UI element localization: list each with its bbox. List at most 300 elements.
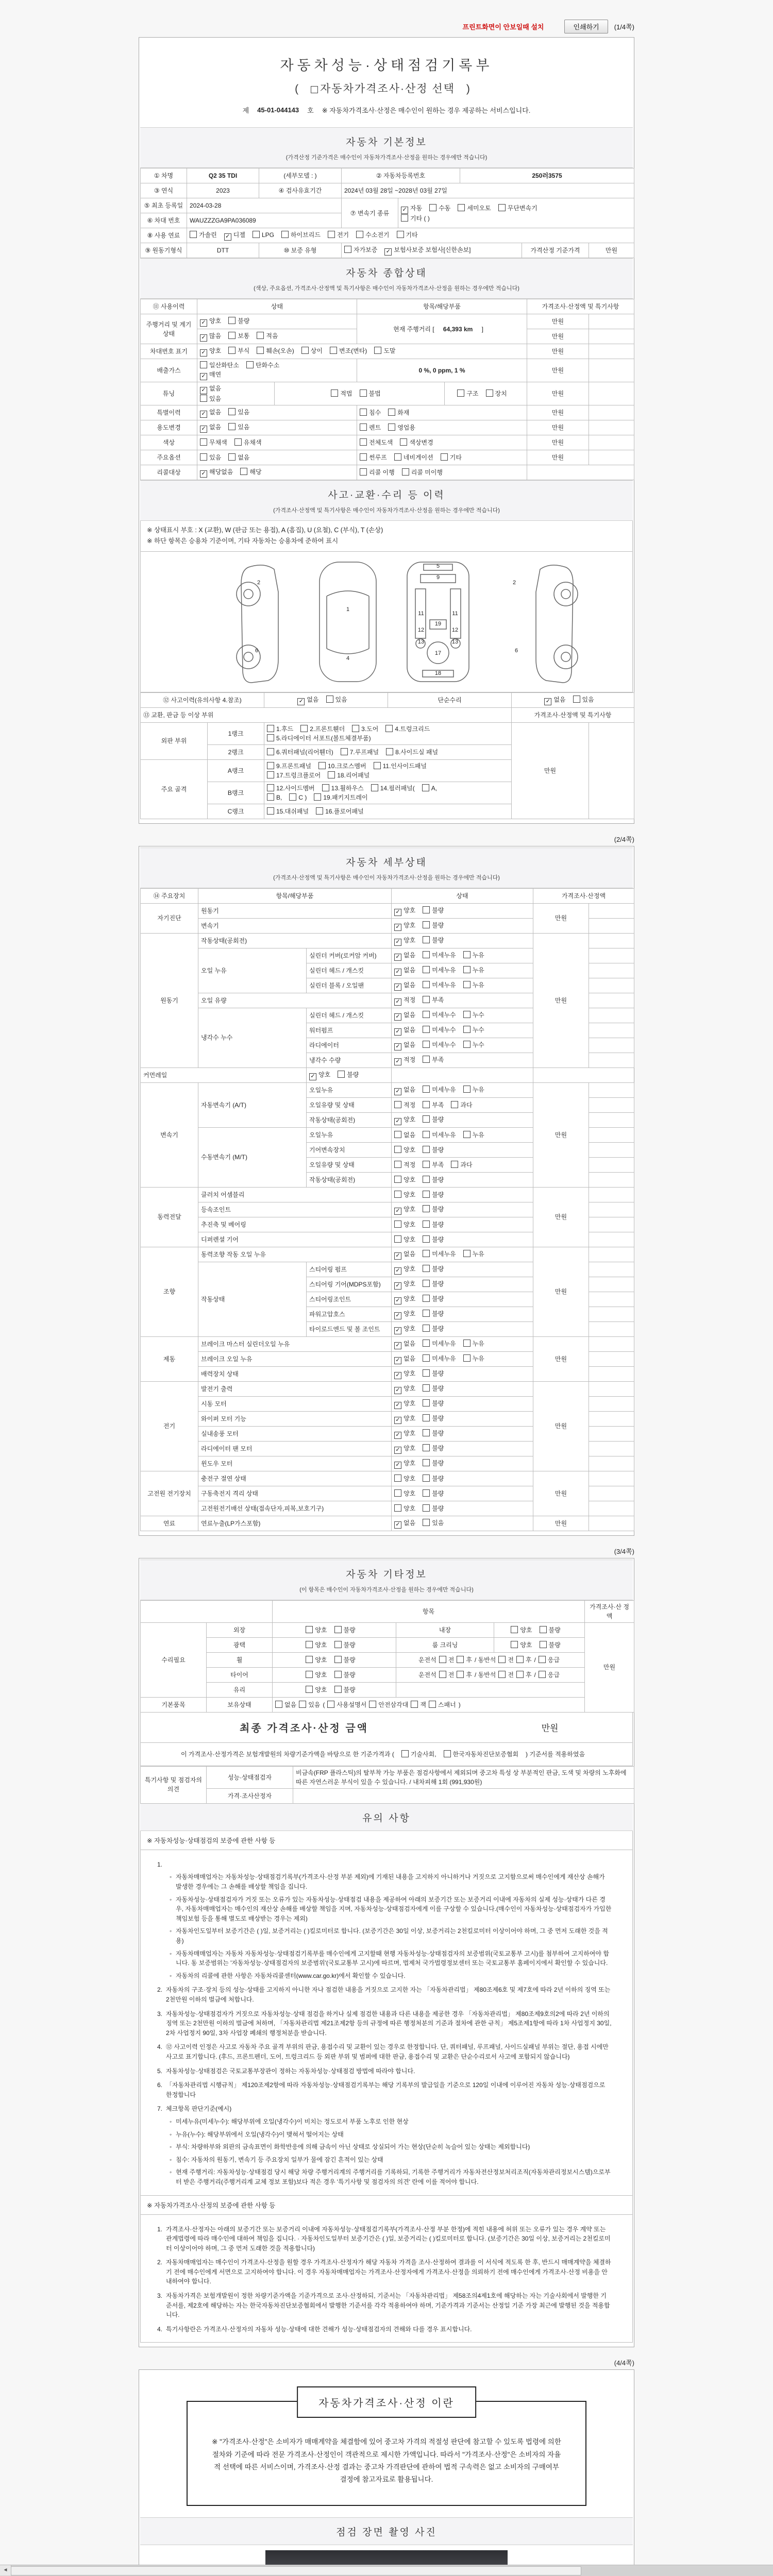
check-option: 8.사이드실 패널 xyxy=(386,749,438,756)
checkbox[interactable] xyxy=(200,470,207,478)
checkbox[interactable] xyxy=(394,1267,401,1275)
checkbox[interactable] xyxy=(423,951,430,958)
checkbox[interactable] xyxy=(498,204,506,211)
checkbox[interactable] xyxy=(394,1327,401,1334)
table-cell: ③ 연식 xyxy=(141,183,187,198)
check-option: ✓없음 xyxy=(200,385,221,392)
checkbox[interactable] xyxy=(441,453,448,461)
checkbox[interactable] xyxy=(267,734,274,741)
checkbox[interactable] xyxy=(423,1221,430,1228)
checkbox[interactable] xyxy=(326,696,333,703)
check-option: 양호 xyxy=(511,1626,532,1634)
checkbox[interactable] xyxy=(423,1369,430,1377)
text: 운전석 xyxy=(418,1671,436,1679)
checkbox[interactable] xyxy=(423,1354,430,1362)
checkbox[interactable] xyxy=(289,793,296,801)
checkbox[interactable] xyxy=(300,725,308,732)
checkbox[interactable] xyxy=(267,771,274,778)
checkbox[interactable] xyxy=(190,231,197,238)
check-option: 적음 xyxy=(257,332,278,340)
checkbox[interactable] xyxy=(423,1265,430,1272)
checkbox[interactable] xyxy=(401,207,408,214)
checkbox[interactable] xyxy=(463,1340,470,1347)
checkbox[interactable] xyxy=(200,453,207,461)
check-option: 누유 xyxy=(463,952,484,959)
checkbox[interactable] xyxy=(360,423,367,431)
table-cell: 만원 xyxy=(527,450,589,465)
checkbox[interactable] xyxy=(306,1626,313,1633)
checkbox[interactable] xyxy=(394,984,401,991)
check-option: ✓ 적정 xyxy=(394,1056,415,1063)
checkbox[interactable] xyxy=(297,698,305,705)
checkbox[interactable] xyxy=(423,1131,430,1138)
install-print-helper-link[interactable]: 프린트화면이 안보일때 설치 xyxy=(462,23,544,31)
checkbox[interactable] xyxy=(394,1221,401,1228)
checkbox[interactable] xyxy=(463,1086,470,1093)
notice-bullet-list xyxy=(154,2117,612,2187)
table-cell xyxy=(392,1486,533,1501)
checkbox[interactable] xyxy=(318,762,326,769)
checkbox[interactable] xyxy=(423,966,430,973)
check-option: ✓ 없음 xyxy=(544,696,565,703)
section-detail-state xyxy=(140,848,633,888)
checkbox[interactable] xyxy=(457,1656,464,1663)
checkbox[interactable] xyxy=(540,1641,547,1648)
checkbox[interactable] xyxy=(267,784,274,791)
checkbox[interactable] xyxy=(328,771,335,778)
checkbox[interactable] xyxy=(423,1011,430,1018)
checkbox[interactable] xyxy=(423,1399,430,1406)
checkbox[interactable] xyxy=(360,453,367,461)
checkbox[interactable] xyxy=(394,1013,401,1021)
check-option: 양호 xyxy=(394,1490,415,1497)
checkbox[interactable] xyxy=(539,1656,546,1663)
check-option: 과다 xyxy=(451,1161,472,1168)
table-cell xyxy=(589,1262,634,1277)
checkbox[interactable] xyxy=(402,468,409,476)
checkbox[interactable] xyxy=(228,408,236,415)
checkbox[interactable] xyxy=(388,409,395,416)
checkbox[interactable] xyxy=(423,1429,430,1436)
checkbox[interactable] xyxy=(394,1489,401,1497)
check-option: 전 xyxy=(498,1671,514,1679)
checkbox[interactable] xyxy=(423,1459,430,1466)
explainer-title: 자동차가격조사·산정 이란 xyxy=(297,2386,476,2418)
checkbox[interactable] xyxy=(463,1250,470,1257)
checkbox[interactable] xyxy=(386,748,393,755)
check-option: 무채색 xyxy=(200,439,227,446)
check-option: 불량 xyxy=(423,1460,444,1467)
checkbox[interactable] xyxy=(394,1387,401,1394)
checkbox[interactable] xyxy=(200,395,207,402)
checkbox[interactable] xyxy=(394,1432,401,1439)
checkbox[interactable] xyxy=(498,1656,506,1663)
check-option: 양호 xyxy=(394,1505,415,1512)
checkbox[interactable] xyxy=(394,1101,401,1108)
checkbox[interactable] xyxy=(200,334,207,342)
checkbox[interactable] xyxy=(451,1101,458,1108)
checkbox[interactable] xyxy=(224,233,231,241)
checkbox[interactable] xyxy=(458,204,465,211)
checkbox[interactable] xyxy=(423,1280,430,1287)
table-cell: 항목/해당부품 xyxy=(198,888,392,903)
table-cell xyxy=(357,420,527,435)
checkbox[interactable] xyxy=(360,389,367,397)
table-cell xyxy=(392,1307,533,1321)
check-option: 구조 xyxy=(457,390,478,397)
checkbox[interactable] xyxy=(423,1250,430,1257)
checkbox[interactable] xyxy=(463,1041,470,1048)
checkbox[interactable] xyxy=(394,1118,401,1125)
checkbox[interactable] xyxy=(394,1357,401,1364)
table-cell: 만원 xyxy=(533,1516,589,1531)
diagram-part-number: 13 xyxy=(451,638,459,645)
checkbox[interactable] xyxy=(228,332,236,339)
check-option: 있음 xyxy=(228,409,249,416)
checkbox[interactable] xyxy=(228,423,236,430)
checkbox[interactable] xyxy=(360,409,367,416)
checkbox[interactable] xyxy=(394,1235,401,1243)
checkbox[interactable] xyxy=(374,762,381,769)
checkbox[interactable] xyxy=(281,231,289,238)
checkbox[interactable] xyxy=(423,1310,430,1317)
table-cell: 만원 xyxy=(533,933,589,1067)
checkbox[interactable] xyxy=(356,231,363,238)
checkbox[interactable] xyxy=(516,1656,524,1663)
checkbox[interactable] xyxy=(306,1641,313,1648)
checkbox[interactable] xyxy=(311,86,318,93)
checkbox[interactable] xyxy=(463,966,470,973)
checkbox[interactable] xyxy=(423,906,430,913)
table-cell xyxy=(293,1788,634,1803)
checkbox[interactable] xyxy=(463,1011,470,1018)
checkbox[interactable] xyxy=(388,423,395,431)
checkbox[interactable] xyxy=(371,784,378,791)
table-cell xyxy=(392,1247,533,1262)
checkbox[interactable] xyxy=(309,1073,316,1080)
checkbox[interactable] xyxy=(394,1282,401,1290)
price-survey-notices xyxy=(140,2196,633,2343)
table-cell: 연료누출(LP가스포함) xyxy=(198,1516,392,1531)
checkbox[interactable] xyxy=(334,1641,342,1648)
checkbox[interactable] xyxy=(511,1641,518,1648)
checkbox[interactable] xyxy=(394,1417,401,1424)
checkbox[interactable] xyxy=(394,1043,401,1050)
checkbox[interactable] xyxy=(306,1656,313,1663)
checkbox[interactable] xyxy=(423,1235,430,1243)
checkbox[interactable] xyxy=(423,981,430,988)
checkbox[interactable] xyxy=(423,1325,430,1332)
check-option: ✓ 없음 xyxy=(394,1041,415,1048)
checkbox[interactable] xyxy=(394,1447,401,1454)
checkbox[interactable] xyxy=(457,1671,464,1678)
table-cell xyxy=(392,1127,533,1142)
explainer-text: ※ "가격조사·산정"은 소비자가 매매계약을 체결함에 있어 중고차 가격의 적절성 판단에 참고할 수 있도록 법령에 의한 절차와 기준에 따라 전문 가격조사·산정인이 객관적으로 제시한 가액입니다. 따라서 "가격조사·산정"은 소비자의 자율적 선택에 따른 서비스이며, 가격조사·산정 결과는 중고차 가격판단에 관하여 법적 구속력은 없고 소비자의 구매여부 결정에 참고자료로 활용됩니다. xyxy=(212,2438,561,2484)
checkbox[interactable] xyxy=(299,1701,306,1708)
checkbox[interactable] xyxy=(544,698,551,705)
checkbox[interactable] xyxy=(539,1671,546,1678)
checkbox[interactable] xyxy=(394,1297,401,1304)
diagram-part-number: 13 xyxy=(417,638,425,645)
checkbox[interactable] xyxy=(257,347,264,354)
detail-state-table xyxy=(140,888,634,1531)
checkbox[interactable] xyxy=(423,1504,430,1512)
checkbox[interactable] xyxy=(330,347,337,354)
table-cell xyxy=(273,1667,396,1682)
checkbox[interactable] xyxy=(423,1176,430,1183)
checkbox[interactable] xyxy=(423,1026,430,1033)
table-cell: 1랭크 xyxy=(208,722,264,744)
checkbox[interactable] xyxy=(306,1686,313,1693)
checkbox[interactable] xyxy=(200,387,207,394)
checkbox[interactable] xyxy=(394,1058,401,1065)
check-option: 상이 xyxy=(301,347,323,354)
checkbox[interactable] xyxy=(334,1656,342,1663)
checkbox[interactable] xyxy=(498,1671,506,1678)
check-option: 불량 xyxy=(423,907,444,914)
checkbox[interactable] xyxy=(200,438,207,446)
checkbox[interactable] xyxy=(394,924,401,931)
checkbox[interactable] xyxy=(334,1686,342,1693)
check-option: ✓ 디젤 xyxy=(224,231,245,239)
checkbox[interactable] xyxy=(200,349,207,357)
checkbox[interactable] xyxy=(463,981,470,988)
diagram-part-number: 11 xyxy=(452,610,458,617)
table-cell xyxy=(589,1038,634,1053)
check-option: 있음 xyxy=(423,1519,444,1527)
checkbox[interactable] xyxy=(394,1208,401,1215)
check-option: 적법 xyxy=(331,390,352,397)
checkbox[interactable] xyxy=(316,807,323,815)
table-cell xyxy=(589,435,634,450)
table-cell xyxy=(264,744,512,759)
table-cell: 작동상태(공회전) xyxy=(198,933,392,948)
checkbox[interactable] xyxy=(463,951,470,958)
checkbox[interactable] xyxy=(423,936,430,943)
checkbox[interactable] xyxy=(394,1462,401,1469)
checkbox[interactable] xyxy=(573,696,580,703)
check-option: 불량 xyxy=(334,1656,356,1664)
table-cell: 발전기 출력 xyxy=(198,1381,392,1396)
checkbox[interactable] xyxy=(423,1191,430,1198)
check-option: 미세누유 xyxy=(423,1131,456,1139)
scrollbar-thumb[interactable] xyxy=(11,2566,581,2575)
checkbox[interactable] xyxy=(394,969,401,976)
checkbox[interactable] xyxy=(334,1671,342,1678)
table-cell xyxy=(589,1321,634,1336)
checkbox[interactable] xyxy=(423,1475,430,1482)
checkbox[interactable] xyxy=(385,725,393,732)
checkbox[interactable] xyxy=(394,1176,401,1183)
checkbox[interactable] xyxy=(423,921,430,928)
checkbox[interactable] xyxy=(253,231,260,238)
checkbox[interactable] xyxy=(200,319,207,327)
checkbox[interactable] xyxy=(394,1161,401,1168)
checkbox[interactable] xyxy=(394,1342,401,1349)
scroll-left-arrow[interactable]: ◄ xyxy=(0,2565,11,2575)
checkbox[interactable] xyxy=(429,1701,436,1708)
check-option: 양호 xyxy=(394,1475,415,1482)
check-option: 불량 xyxy=(423,1206,444,1213)
horizontal-scrollbar[interactable] xyxy=(0,2565,773,2576)
checkbox[interactable] xyxy=(384,248,392,256)
checkbox[interactable] xyxy=(306,1671,313,1678)
checkbox[interactable] xyxy=(334,1626,342,1633)
checkbox[interactable] xyxy=(516,1671,524,1678)
table-cell: 실린더 헤드 / 개스킷 xyxy=(307,963,392,978)
checkbox[interactable] xyxy=(322,784,329,791)
checkbox[interactable] xyxy=(463,1131,470,1138)
checkbox[interactable] xyxy=(394,1252,401,1260)
checkbox[interactable] xyxy=(394,453,401,461)
checkbox[interactable] xyxy=(394,1088,401,1095)
checkbox[interactable] xyxy=(344,246,351,253)
check-option: 리콜 미이행 xyxy=(402,469,443,476)
table-cell: A랭크 xyxy=(208,759,264,782)
check-option: 무단변속기 xyxy=(498,205,537,212)
checkbox[interactable] xyxy=(275,1701,282,1708)
checkbox[interactable] xyxy=(360,438,367,446)
checkbox[interactable] xyxy=(394,1402,401,1409)
checkbox[interactable] xyxy=(394,1028,401,1036)
checkbox[interactable] xyxy=(200,373,207,380)
checkbox[interactable] xyxy=(200,426,207,433)
check-option: 불량 xyxy=(423,1400,444,1407)
checkbox[interactable] xyxy=(369,1701,376,1708)
checkbox[interactable] xyxy=(394,1191,401,1198)
checkbox[interactable] xyxy=(394,954,401,961)
checkbox[interactable] xyxy=(423,1056,430,1063)
checkbox[interactable] xyxy=(423,1086,430,1093)
checkbox[interactable] xyxy=(444,1750,451,1757)
checkbox[interactable] xyxy=(394,998,401,1006)
checkbox[interactable] xyxy=(327,1701,334,1708)
checkbox[interactable] xyxy=(200,411,207,418)
table-cell xyxy=(589,1307,634,1321)
checkbox[interactable] xyxy=(394,1521,401,1529)
page-marker-2: (2/4쪽) xyxy=(614,835,634,843)
checkbox[interactable] xyxy=(394,1131,401,1138)
checkbox[interactable] xyxy=(423,1519,430,1526)
checkbox[interactable] xyxy=(423,1414,430,1421)
checkbox[interactable] xyxy=(400,438,407,446)
check-option: 부족 xyxy=(423,1056,444,1063)
checkbox[interactable] xyxy=(267,748,274,755)
checkbox[interactable] xyxy=(360,468,367,476)
section-note: (가격조사·산정액 및 특기사항은 매수인이 자동차가격조사·산정을 원하는 경우에만 적습니다) xyxy=(273,507,500,514)
checkbox[interactable] xyxy=(301,347,309,354)
checkbox[interactable] xyxy=(228,347,236,354)
checkbox[interactable] xyxy=(394,1312,401,1319)
checkbox[interactable] xyxy=(267,807,274,815)
checkbox[interactable] xyxy=(439,1656,446,1663)
checkbox[interactable] xyxy=(540,1626,547,1633)
checkbox[interactable] xyxy=(394,909,401,916)
checkbox[interactable] xyxy=(423,1101,430,1108)
checkbox[interactable] xyxy=(463,1026,470,1033)
check-option: 색상변경 xyxy=(400,439,433,446)
check-option: 해당 xyxy=(240,468,261,476)
check-option: 누수 xyxy=(463,1026,484,1033)
checkbox[interactable] xyxy=(352,725,359,732)
check-option: ✓ 해당없음 xyxy=(200,468,233,476)
checkbox[interactable] xyxy=(314,793,321,801)
checkbox[interactable] xyxy=(341,748,348,755)
table-cell xyxy=(392,1008,533,1023)
text: ( xyxy=(323,1701,325,1708)
checkbox[interactable] xyxy=(457,389,464,397)
check-option: 있음 xyxy=(299,1701,320,1708)
checkbox[interactable] xyxy=(234,438,242,446)
table-cell xyxy=(197,314,357,329)
checkbox[interactable] xyxy=(267,725,274,732)
checkbox[interactable] xyxy=(331,389,338,397)
checkbox[interactable] xyxy=(423,1115,430,1123)
checkbox[interactable] xyxy=(397,231,404,238)
checkbox[interactable] xyxy=(463,1354,470,1362)
checkbox[interactable] xyxy=(423,1444,430,1451)
table-cell: 동력조향 작동 오일 누유 xyxy=(198,1247,392,1262)
checkbox[interactable] xyxy=(200,361,207,368)
checkbox[interactable] xyxy=(246,361,254,368)
checkbox[interactable] xyxy=(228,317,236,324)
table-cell: 가격조사·산정액 및 특기사항 xyxy=(527,299,634,314)
checkbox[interactable] xyxy=(423,1205,430,1212)
checkbox[interactable] xyxy=(257,332,264,339)
checkbox[interactable] xyxy=(422,784,429,791)
checkbox[interactable] xyxy=(394,939,401,946)
table-cell xyxy=(589,1232,634,1247)
checkbox[interactable] xyxy=(423,1146,430,1153)
table-cell: ⑩ 보증 유형 xyxy=(259,243,342,258)
checkbox[interactable] xyxy=(328,231,335,238)
checkbox[interactable] xyxy=(267,762,274,769)
notice-item-text: ⑫ 사고이력 인정은 사고로 자동차 주요 골격 부위의 판금, 용접수리 및 교환이 있는 경우로 한정합니다. 단, 쿼터패널, 루프패널, 사이드실패널 부위는 절단, 용접 시에만 사고로 표기합니다. (후드, 프론트펜더, 도어, 트렁크리드 등 외판 부위 및 범퍼에 대한 판금, 용접수리 및 교환은 단순수리로서 사고에 포함되지 않습니다) xyxy=(166,2043,609,2060)
checkbox[interactable] xyxy=(401,1750,409,1757)
checkbox[interactable] xyxy=(429,204,436,211)
checkbox[interactable] xyxy=(423,1295,430,1302)
checkbox[interactable] xyxy=(394,1372,401,1379)
checkbox[interactable] xyxy=(267,793,274,801)
check-option: 스패너 xyxy=(429,1701,456,1708)
table-cell: 기어변속장치 xyxy=(307,1142,392,1157)
checkbox[interactable] xyxy=(486,389,493,397)
table-cell xyxy=(141,1600,273,1622)
checkbox[interactable] xyxy=(394,1475,401,1482)
checkbox[interactable] xyxy=(374,347,381,354)
checkbox[interactable] xyxy=(228,453,236,461)
checkbox[interactable] xyxy=(439,1671,446,1678)
checkbox[interactable] xyxy=(511,1626,518,1633)
checkbox[interactable] xyxy=(423,1340,430,1347)
checkbox[interactable] xyxy=(423,996,430,1003)
checkbox[interactable] xyxy=(451,1161,458,1168)
print-button[interactable]: 인쇄하기 xyxy=(564,20,608,33)
checkbox[interactable] xyxy=(240,468,247,475)
checkbox[interactable] xyxy=(394,1504,401,1512)
checkbox[interactable] xyxy=(338,1071,345,1078)
check-option: 불량 xyxy=(423,1116,444,1123)
checkbox[interactable] xyxy=(401,214,408,222)
checkbox[interactable] xyxy=(423,1384,430,1392)
table-cell xyxy=(392,1157,533,1172)
check-option: 불량 xyxy=(423,1265,444,1273)
checkbox[interactable] xyxy=(423,1489,430,1497)
checkbox[interactable] xyxy=(411,1701,418,1708)
checkbox[interactable] xyxy=(423,1041,430,1048)
checkbox[interactable] xyxy=(394,1146,401,1153)
checkbox[interactable] xyxy=(423,1161,430,1168)
